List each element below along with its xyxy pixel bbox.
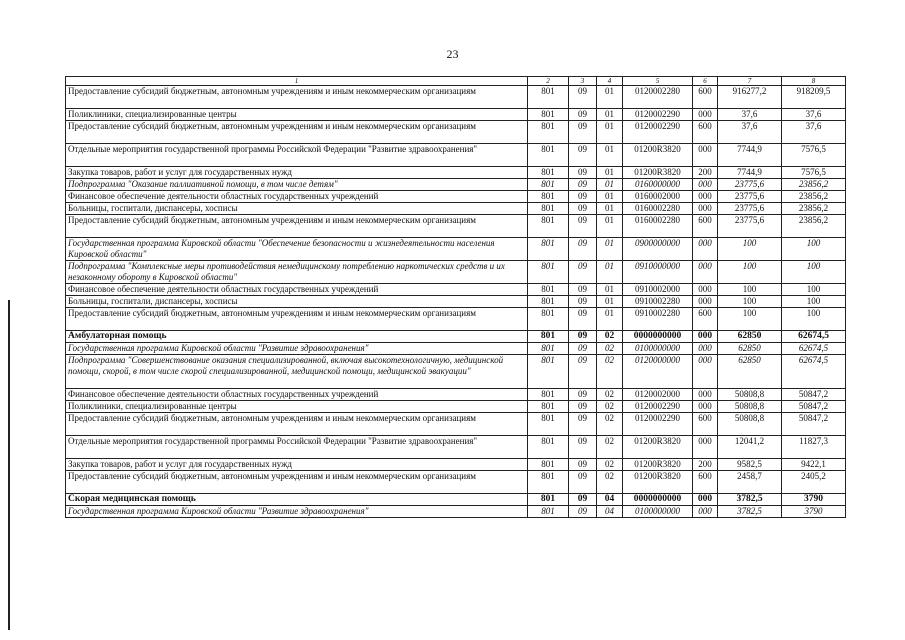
- row-code-ministry: 801: [528, 238, 569, 261]
- table-row: [66, 389, 846, 401]
- row-code-subsection: 02: [597, 389, 623, 401]
- row-code-ministry: 801: [528, 109, 569, 121]
- table-row: [66, 144, 846, 167]
- row-name: Больницы, госпитали, диспансеры, хосписы: [66, 203, 528, 215]
- row-code-section: 09: [569, 121, 597, 144]
- row-code-ministry: 801: [528, 308, 569, 331]
- row-amount-year2: 7576,5: [782, 144, 846, 167]
- row-amount-year2: 23856,2: [782, 179, 846, 191]
- row-name: Поликлиники, специализированные центры: [66, 109, 528, 121]
- header-col-5: 5: [623, 77, 693, 86]
- row-name: Финансовое обеспечение деятельности областных государственных учреждений: [66, 284, 528, 296]
- binding-margin-line: [8, 300, 10, 630]
- row-code-subsection: 02: [597, 413, 623, 436]
- row-amount-year1: 100: [718, 238, 782, 261]
- row-code-section: 09: [569, 471, 597, 494]
- row-name: Финансовое обеспечение деятельности областных государственных учреждений: [66, 191, 528, 203]
- row-name: Государственная программа Кировской области "Обеспечение безопасности и жизнедеятельности населения Кировской области": [66, 238, 528, 261]
- row-name: Отдельные мероприятия государственной программы Российской Федерации "Развитие здравоохранения": [66, 144, 528, 167]
- table-row: [66, 494, 846, 506]
- row-code-target: 0100000000: [623, 506, 693, 518]
- row-name: Амбулаторная помощь: [66, 331, 528, 343]
- row-code-expense-type: 000: [693, 436, 718, 459]
- row-code-section: 09: [569, 215, 597, 238]
- row-code-expense-type: 000: [693, 109, 718, 121]
- header-col-6: 6: [693, 77, 718, 86]
- row-amount-year1: 62850: [718, 355, 782, 389]
- row-code-expense-type: 000: [693, 238, 718, 261]
- table-row: [66, 459, 846, 471]
- header-col-2: 2: [528, 77, 569, 86]
- row-name: Предоставление субсидий бюджетным, автономным учреждениям и иным некоммерческим организациям: [66, 86, 528, 109]
- row-code-section: 09: [569, 144, 597, 167]
- row-code-target: 0120000000: [623, 355, 693, 389]
- row-amount-year2: 23856,2: [782, 203, 846, 215]
- row-code-target: 0160002280: [623, 203, 693, 215]
- row-code-expense-type: 000: [693, 494, 718, 506]
- row-amount-year1: 2458,7: [718, 471, 782, 494]
- row-amount-year1: 3782,5: [718, 506, 782, 518]
- row-code-ministry: 801: [528, 296, 569, 308]
- row-code-ministry: 801: [528, 215, 569, 238]
- row-code-ministry: 801: [528, 459, 569, 471]
- row-code-expense-type: 000: [693, 389, 718, 401]
- row-code-section: 09: [569, 238, 597, 261]
- header-col-4: 4: [597, 77, 623, 86]
- row-code-section: 09: [569, 261, 597, 284]
- row-code-expense-type: 200: [693, 459, 718, 471]
- table-header-row: [66, 77, 846, 86]
- row-code-target: 0910002280: [623, 296, 693, 308]
- row-amount-year1: 62850: [718, 331, 782, 343]
- row-name: Закупка товаров, работ и услуг для государственных нужд: [66, 459, 528, 471]
- row-amount-year2: 23856,2: [782, 191, 846, 203]
- row-amount-year1: 50808,8: [718, 389, 782, 401]
- row-name: Предоставление субсидий бюджетным, автономным учреждениям и иным некоммерческим организациям: [66, 308, 528, 331]
- row-code-ministry: 801: [528, 144, 569, 167]
- row-amount-year2: 100: [782, 296, 846, 308]
- row-code-ministry: 801: [528, 203, 569, 215]
- row-code-subsection: 04: [597, 506, 623, 518]
- row-amount-year1: 100: [718, 296, 782, 308]
- row-code-expense-type: 600: [693, 413, 718, 436]
- row-code-ministry: 801: [528, 389, 569, 401]
- row-code-target: 01200R3820: [623, 459, 693, 471]
- row-code-target: 0120002280: [623, 86, 693, 109]
- table-row: [66, 471, 846, 494]
- row-code-target: 0160002280: [623, 215, 693, 238]
- row-code-section: 09: [569, 86, 597, 109]
- row-amount-year2: 3790: [782, 494, 846, 506]
- row-code-ministry: 801: [528, 121, 569, 144]
- row-code-target: 0120002290: [623, 121, 693, 144]
- row-code-target: 0160002000: [623, 191, 693, 203]
- row-code-expense-type: 600: [693, 308, 718, 331]
- row-amount-year1: 100: [718, 261, 782, 284]
- row-amount-year2: 3790: [782, 506, 846, 518]
- row-amount-year2: 9422,1: [782, 459, 846, 471]
- row-amount-year2: 62674,5: [782, 331, 846, 343]
- row-code-expense-type: 000: [693, 506, 718, 518]
- budget-table: [65, 76, 846, 518]
- table-row: [66, 308, 846, 331]
- table-row: [66, 401, 846, 413]
- row-code-subsection: 01: [597, 109, 623, 121]
- row-code-subsection: 01: [597, 179, 623, 191]
- row-amount-year1: 50808,8: [718, 401, 782, 413]
- row-name: Больницы, госпитали, диспансеры, хосписы: [66, 296, 528, 308]
- row-code-subsection: 01: [597, 203, 623, 215]
- header-col-3: 3: [569, 77, 597, 86]
- row-code-section: 09: [569, 401, 597, 413]
- table-row: [66, 238, 846, 261]
- row-code-target: 01200R3820: [623, 436, 693, 459]
- row-name: Предоставление субсидий бюджетным, автономным учреждениям и иным некоммерческим организациям: [66, 121, 528, 144]
- table-row: [66, 203, 846, 215]
- table-row: [66, 191, 846, 203]
- row-code-section: 09: [569, 494, 597, 506]
- row-code-target: 0120002290: [623, 401, 693, 413]
- row-code-subsection: 01: [597, 261, 623, 284]
- row-code-expense-type: 000: [693, 343, 718, 355]
- row-amount-year1: 7744,9: [718, 144, 782, 167]
- row-amount-year2: 100: [782, 261, 846, 284]
- row-amount-year1: 37,6: [718, 121, 782, 144]
- row-code-ministry: 801: [528, 284, 569, 296]
- row-code-expense-type: 000: [693, 144, 718, 167]
- row-code-expense-type: 600: [693, 471, 718, 494]
- row-code-ministry: 801: [528, 167, 569, 179]
- row-amount-year1: 7744,9: [718, 167, 782, 179]
- row-code-subsection: 02: [597, 471, 623, 494]
- row-amount-year1: 100: [718, 284, 782, 296]
- table-row: [66, 215, 846, 238]
- row-amount-year2: 2405,2: [782, 471, 846, 494]
- row-code-target: 0120002000: [623, 389, 693, 401]
- row-code-expense-type: 000: [693, 179, 718, 191]
- row-amount-year2: 62674,5: [782, 343, 846, 355]
- row-code-target: 01200R3820: [623, 471, 693, 494]
- row-amount-year1: 100: [718, 308, 782, 331]
- row-code-subsection: 02: [597, 401, 623, 413]
- row-name: Скорая медицинская помощь: [66, 494, 528, 506]
- row-code-target: 0910002280: [623, 308, 693, 331]
- row-code-expense-type: 600: [693, 215, 718, 238]
- row-code-expense-type: 000: [693, 296, 718, 308]
- row-amount-year1: 62850: [718, 343, 782, 355]
- row-code-subsection: 01: [597, 284, 623, 296]
- row-code-ministry: 801: [528, 436, 569, 459]
- row-code-ministry: 801: [528, 86, 569, 109]
- row-code-subsection: 02: [597, 459, 623, 471]
- row-code-ministry: 801: [528, 506, 569, 518]
- row-code-ministry: 801: [528, 261, 569, 284]
- header-col-8: 8: [782, 77, 846, 86]
- page-number: 23: [446, 47, 459, 61]
- row-code-section: 09: [569, 203, 597, 215]
- row-code-target: 01200R3820: [623, 167, 693, 179]
- row-name: Закупка товаров, работ и услуг для государственных нужд: [66, 167, 528, 179]
- row-code-section: 09: [569, 284, 597, 296]
- row-code-ministry: 801: [528, 331, 569, 343]
- table-row: [66, 179, 846, 191]
- row-code-target: 0100000000: [623, 343, 693, 355]
- row-code-subsection: 01: [597, 167, 623, 179]
- table-row: [66, 109, 846, 121]
- row-code-ministry: 801: [528, 355, 569, 389]
- row-code-section: 09: [569, 436, 597, 459]
- row-code-ministry: 801: [528, 413, 569, 436]
- row-name: Отдельные мероприятия государственной программы Российской Федерации "Развитие здравоохранения": [66, 436, 528, 459]
- row-amount-year1: 12041,2: [718, 436, 782, 459]
- row-code-section: 09: [569, 109, 597, 121]
- row-code-expense-type: 600: [693, 121, 718, 144]
- row-name: Поликлиники, специализированные центры: [66, 401, 528, 413]
- row-amount-year2: 50847,2: [782, 389, 846, 401]
- row-amount-year1: 916277,2: [718, 86, 782, 109]
- table-row: [66, 331, 846, 343]
- row-code-target: 0120002290: [623, 109, 693, 121]
- table-row: [66, 167, 846, 179]
- table-row: [66, 261, 846, 284]
- row-amount-year2: 11827,3: [782, 436, 846, 459]
- row-code-subsection: 01: [597, 86, 623, 109]
- row-amount-year2: 37,6: [782, 109, 846, 121]
- row-code-section: 09: [569, 296, 597, 308]
- row-code-section: 09: [569, 355, 597, 389]
- table-row: [66, 436, 846, 459]
- row-amount-year1: 23775,6: [718, 191, 782, 203]
- row-code-section: 09: [569, 389, 597, 401]
- row-name: Государственная программа Кировской области "Развитие здравоохранения": [66, 506, 528, 518]
- table-row: [66, 413, 846, 436]
- row-code-section: 09: [569, 308, 597, 331]
- row-code-target: 0120002290: [623, 413, 693, 436]
- row-amount-year1: 23775,6: [718, 203, 782, 215]
- row-code-subsection: 01: [597, 121, 623, 144]
- row-code-section: 09: [569, 506, 597, 518]
- row-code-expense-type: 200: [693, 167, 718, 179]
- header-col-7: 7: [718, 77, 782, 86]
- row-code-target: 0910002000: [623, 284, 693, 296]
- row-code-section: 09: [569, 179, 597, 191]
- row-amount-year2: 50847,2: [782, 401, 846, 413]
- row-code-ministry: 801: [528, 471, 569, 494]
- row-code-target: 0900000000: [623, 238, 693, 261]
- row-code-subsection: 04: [597, 494, 623, 506]
- header-col-1: 1: [66, 77, 528, 86]
- row-code-expense-type: 000: [693, 191, 718, 203]
- row-code-target: 0910000000: [623, 261, 693, 284]
- row-code-section: 09: [569, 191, 597, 203]
- table-row: [66, 284, 846, 296]
- row-code-expense-type: 000: [693, 355, 718, 389]
- row-amount-year1: 23775,6: [718, 215, 782, 238]
- row-name: Подпрограмма "Совершенствование оказания специализированной, включая высокотехнологичную, медицинской помощи, скорой, в том числе скорой специализированной, медицинской помощи, медицинской эвакуации": [66, 355, 528, 389]
- row-code-expense-type: 600: [693, 86, 718, 109]
- row-amount-year2: 50847,2: [782, 413, 846, 436]
- row-amount-year2: 918209,5: [782, 86, 846, 109]
- row-code-target: 0160000000: [623, 179, 693, 191]
- row-code-expense-type: 000: [693, 203, 718, 215]
- row-code-subsection: 01: [597, 215, 623, 238]
- row-code-ministry: 801: [528, 401, 569, 413]
- row-code-expense-type: 000: [693, 284, 718, 296]
- row-code-subsection: 01: [597, 191, 623, 203]
- row-code-section: 09: [569, 459, 597, 471]
- row-code-target: 0000000000: [623, 331, 693, 343]
- row-name: Подпрограмма "Оказание паллиативной помощи, в том числе детям": [66, 179, 528, 191]
- row-amount-year2: 100: [782, 284, 846, 296]
- row-name: Подпрограмма "Комплексные меры противодействия немедицинскому потреблению наркотических средств и их незаконному обороту в Кировской области": [66, 261, 528, 284]
- row-code-expense-type: 000: [693, 401, 718, 413]
- row-code-expense-type: 000: [693, 331, 718, 343]
- row-code-subsection: 02: [597, 331, 623, 343]
- row-code-subsection: 01: [597, 144, 623, 167]
- row-code-ministry: 801: [528, 191, 569, 203]
- row-code-expense-type: 000: [693, 261, 718, 284]
- row-code-subsection: 01: [597, 238, 623, 261]
- row-code-section: 09: [569, 331, 597, 343]
- table-row: [66, 343, 846, 355]
- table-row: [66, 296, 846, 308]
- row-code-subsection: 01: [597, 296, 623, 308]
- row-code-ministry: 801: [528, 343, 569, 355]
- table-row: [66, 506, 846, 518]
- row-amount-year2: 37,6: [782, 121, 846, 144]
- row-amount-year1: 3782,5: [718, 494, 782, 506]
- row-amount-year1: 9582,5: [718, 459, 782, 471]
- row-code-subsection: 02: [597, 436, 623, 459]
- row-code-subsection: 02: [597, 343, 623, 355]
- row-code-target: 01200R3820: [623, 144, 693, 167]
- row-amount-year2: 7576,5: [782, 167, 846, 179]
- row-name: Предоставление субсидий бюджетным, автономным учреждениям и иным некоммерческим организациям: [66, 471, 528, 494]
- row-amount-year1: 23775,6: [718, 179, 782, 191]
- row-code-section: 09: [569, 413, 597, 436]
- row-name: Государственная программа Кировской области "Развитие здравоохранения": [66, 343, 528, 355]
- table-row: [66, 355, 846, 389]
- row-name: Предоставление субсидий бюджетным, автономным учреждениям и иным некоммерческим организациям: [66, 215, 528, 238]
- row-code-subsection: 02: [597, 355, 623, 389]
- row-amount-year2: 100: [782, 238, 846, 261]
- row-code-ministry: 801: [528, 179, 569, 191]
- table-row: [66, 121, 846, 144]
- row-amount-year2: 23856,2: [782, 215, 846, 238]
- row-amount-year1: 37,6: [718, 109, 782, 121]
- row-code-section: 09: [569, 343, 597, 355]
- row-amount-year2: 62674,5: [782, 355, 846, 389]
- table-row: [66, 86, 846, 109]
- row-name: Финансовое обеспечение деятельности областных государственных учреждений: [66, 389, 528, 401]
- row-code-target: 0000000000: [623, 494, 693, 506]
- row-code-subsection: 01: [597, 308, 623, 331]
- row-code-ministry: 801: [528, 494, 569, 506]
- row-amount-year1: 50808,8: [718, 413, 782, 436]
- row-name: Предоставление субсидий бюджетным, автономным учреждениям и иным некоммерческим организациям: [66, 413, 528, 436]
- row-code-section: 09: [569, 167, 597, 179]
- row-amount-year2: 100: [782, 308, 846, 331]
